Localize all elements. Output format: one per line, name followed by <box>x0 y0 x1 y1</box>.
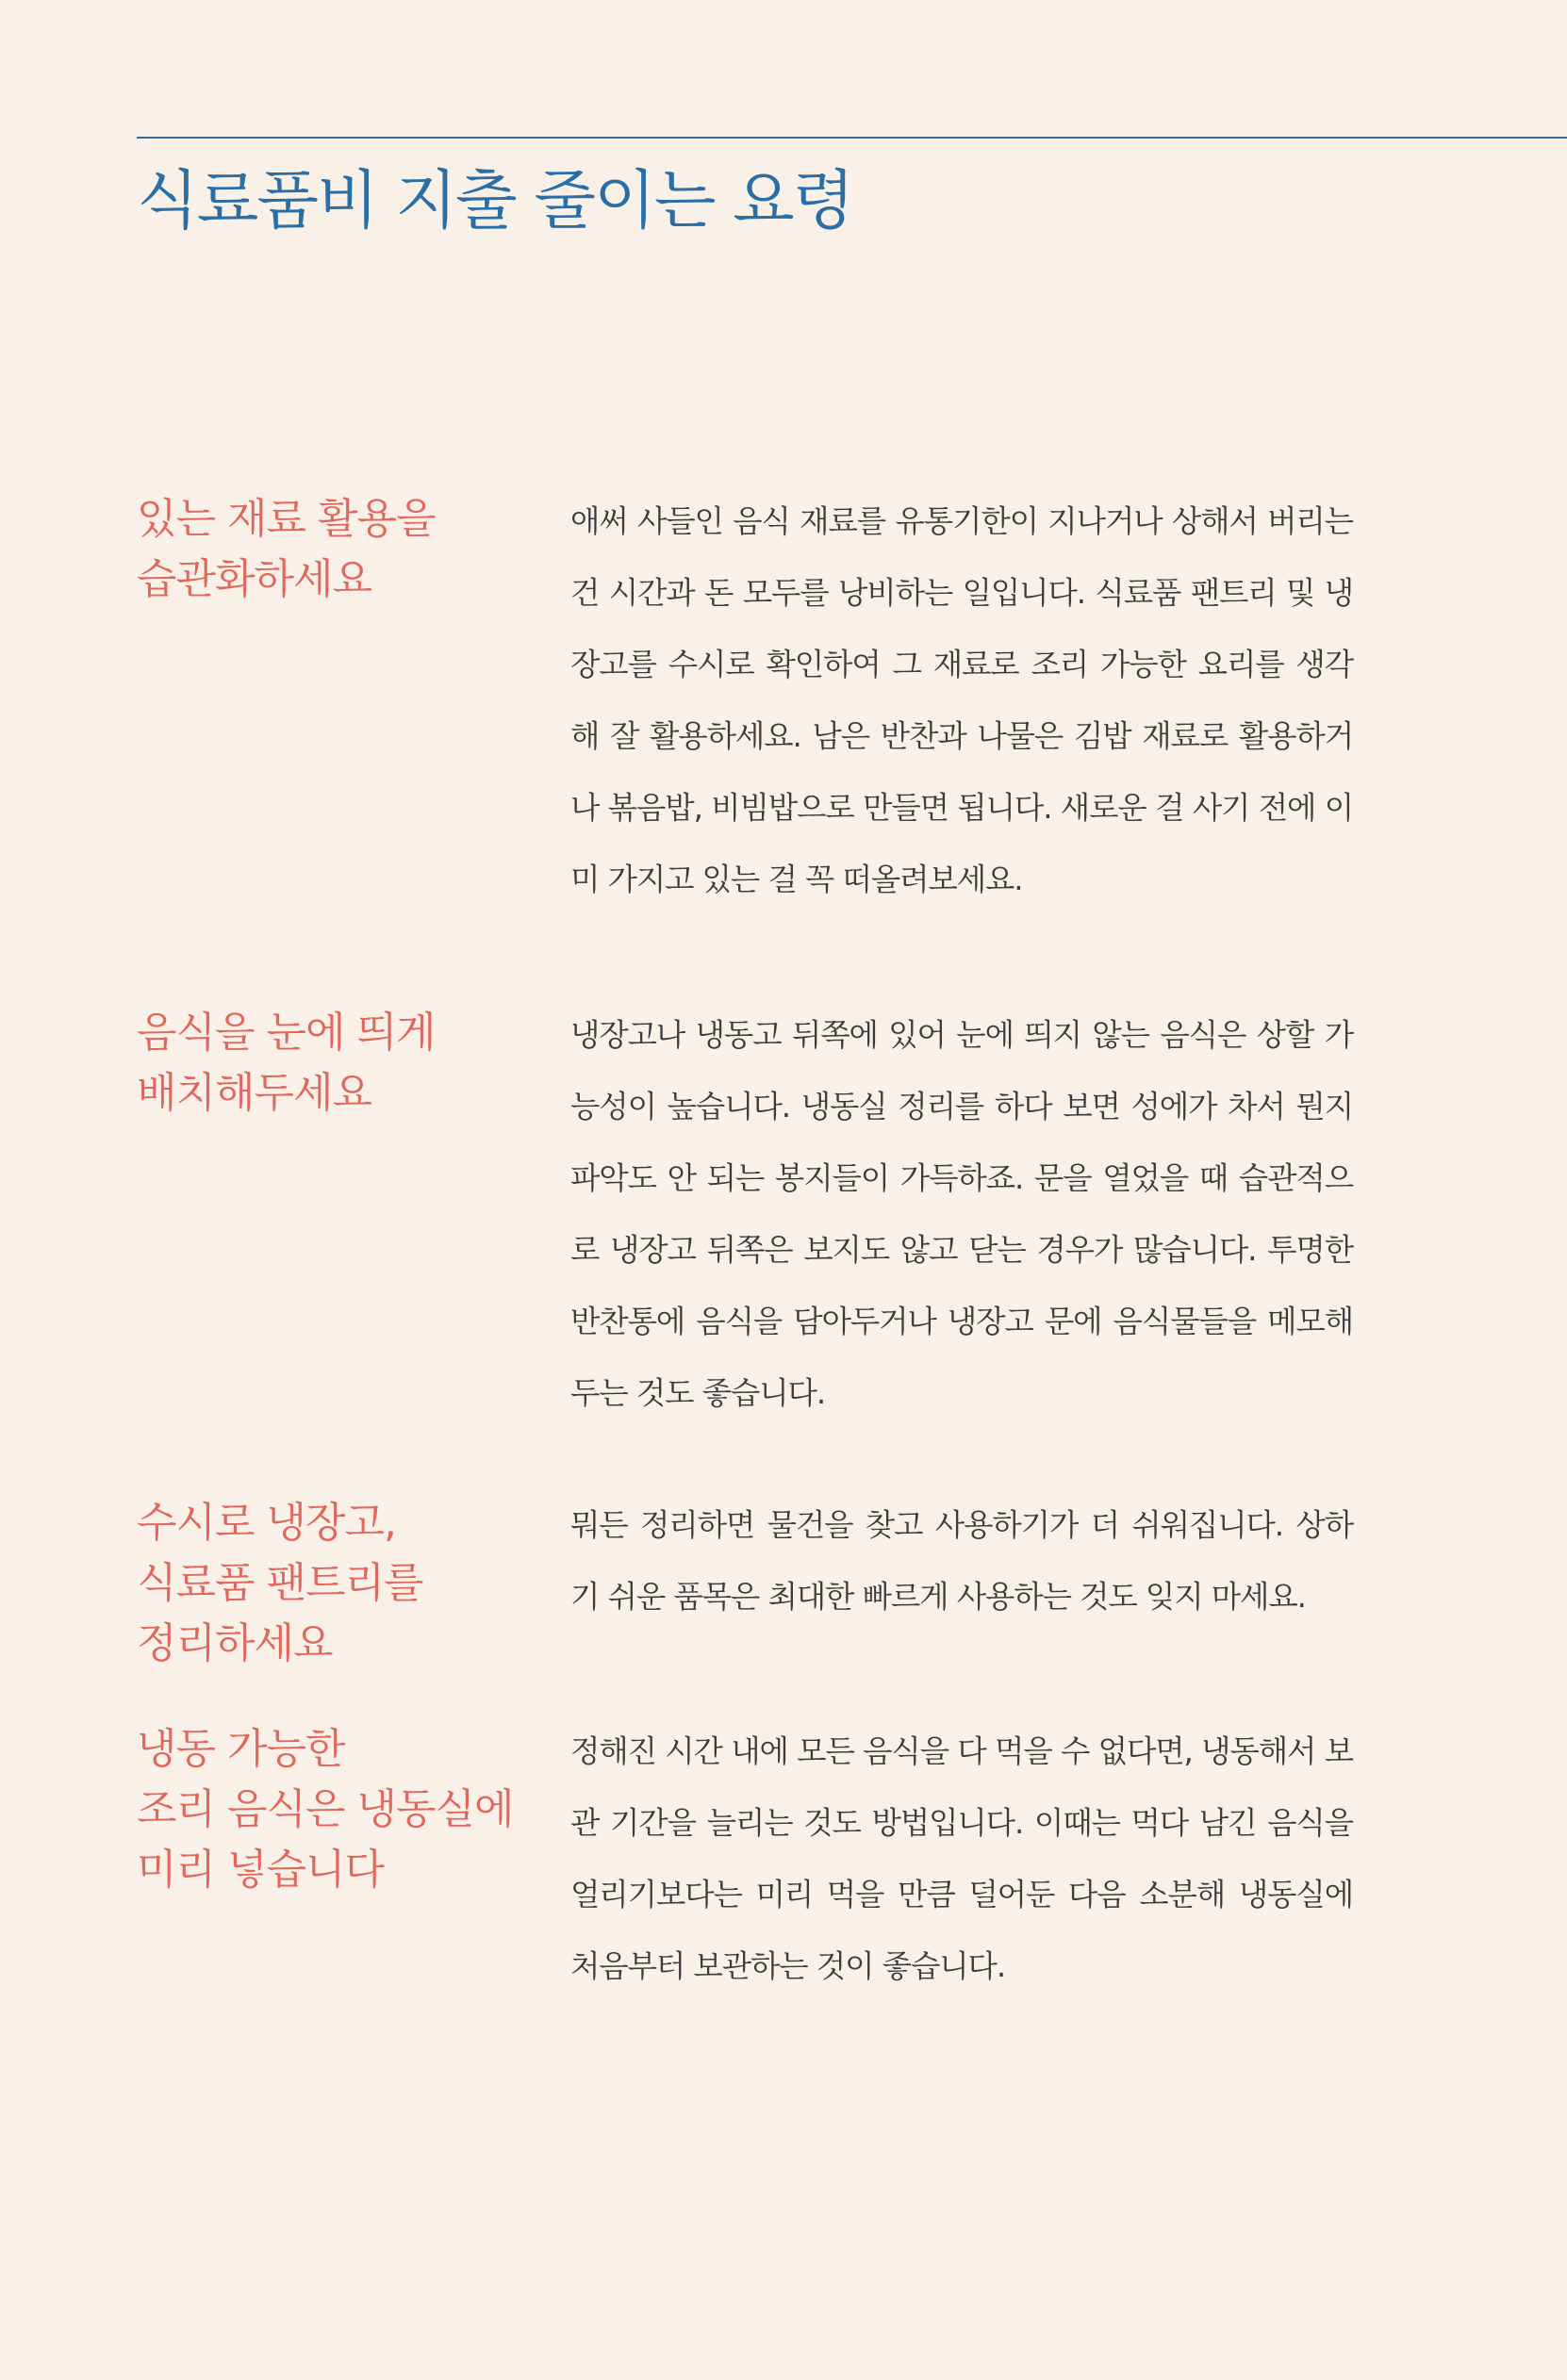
tip-heading: 냉동 가능한 조리 음식은 냉동실에 미리 넣습니다 <box>137 1725 514 1894</box>
top-rule <box>137 137 1567 139</box>
tip-heading: 음식을 눈에 띄게 배치해두세요 <box>137 1009 436 1117</box>
tip-heading: 수시로 냉장고, 식료품 팬트리를 정리하세요 <box>137 1499 423 1667</box>
tip-body: 애써 사들인 음식 재료를 유통기한이 지나거나 상해서 버리는 건 시간과 돈 모두를 낭비하는 일입니다. 식료품 팬트리 및 냉장고를 수시로 확인하여 그 재료로 조리 가능한 요리를 생각해 잘 활용하세요. 남은 반찬과 나물은 김밥 재료로 활용하거나 볶음밥, 비빔밥으로 만들면 됩니다. 새로운 걸 사기 전에 이미 가지고 있는 걸 꼭 떠올려보세요. <box>570 503 1353 897</box>
page-title: 식료품비 지출 줄이는 요령 <box>137 164 853 238</box>
tip-body: 냉장고나 냉동고 뒤쪽에 있어 눈에 띄지 않는 음식은 상할 가능성이 높습니다. 냉동실 정리를 하다 보면 성에가 차서 뭔지 파악도 안 되는 봉지들이 가득하죠. 문을 열었을 때 습관적으로 냉장고 뒤쪽은 보지도 않고 닫는 경우가 많습니다. 투명한 반찬통에 음식을 담아두거나 냉장고 문에 음식물들을 메모해 두는 것도 좋습니다. <box>570 1017 1353 1411</box>
tip-body: 뭐든 정리하면 물건을 찾고 사용하기가 더 쉬워집니다. 상하기 쉬운 품목은 최대한 빠르게 사용하는 것도 잊지 마세요. <box>570 1507 1353 1615</box>
tip-heading: 있는 재료 활용을 습관화하세요 <box>137 495 436 603</box>
tip-body: 정해진 시간 내에 모든 음식을 다 먹을 수 없다면, 냉동해서 보관 기간을 늘리는 것도 방법입니다. 이때는 먹다 남긴 음식을 얼리기보다는 미리 먹을 만큼 덜어둔 다음 소분해 냉동실에 처음부터 보관하는 것이 좋습니다. <box>570 1733 1353 1984</box>
